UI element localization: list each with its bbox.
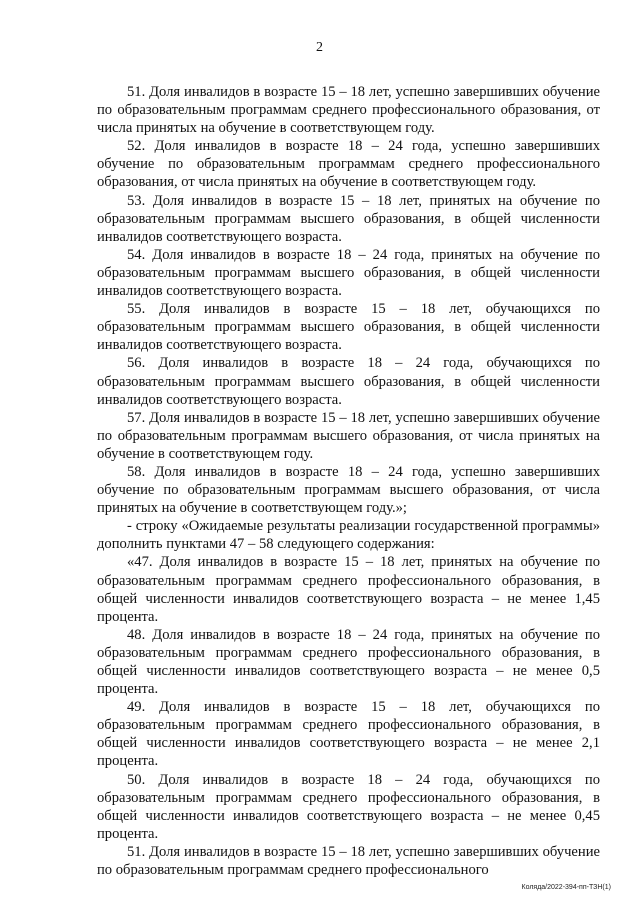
paragraph-item-53: 53. Доля инвалидов в возрасте 15 – 18 лет, принятых на обучение по образовательным программам высшего образования, в общей численности инвалидов соответствующего возраста. <box>97 192 600 245</box>
paragraph-expected-results-intro: - строку «Ожидаемые результаты реализации государственной программы» дополнить пунктами 47 – 58 следующего содержания: <box>97 518 600 553</box>
paragraph-item-52: 52. Доля инвалидов в возрасте 18 – 24 года, успешно завершивших обучение по образовательным программам среднего профессионального образования, от числа принятых на обучение в соответствующем году. <box>97 138 600 191</box>
paragraph-item-56: 56. Доля инвалидов в возрасте 18 – 24 года, обучающихся по образовательным программам высшего образования, в общей численности инвалидов соответствующего возраста. <box>97 355 600 408</box>
document-body <box>97 83 600 879</box>
paragraph-result-49: 49. Доля инвалидов в возрасте 15 – 18 лет, обучающихся по образовательным программам среднего профессионального образования, в общей численности инвалидов соответствующего возраста – не менее 2,1 процента. <box>97 699 600 770</box>
paragraph-result-51: 51. Доля инвалидов в возрасте 15 – 18 лет, успешно завершивших обучение по образовательным программам среднего профессионального <box>97 843 600 879</box>
document-footer-code: Коляда/2022-394-пп-ТЗН(1) <box>521 884 611 891</box>
page-number: 2 <box>316 40 323 55</box>
paragraph-result-47: «47. Доля инвалидов в возрасте 15 – 18 лет, принятых на обучение по образовательным программам среднего профессионального образования, в общей численности инвалидов соответствующего возраста – не менее 1,45 процента. <box>97 554 600 625</box>
paragraph-result-50: 50. Доля инвалидов в возрасте 18 – 24 года, обучающихся по образовательным программам среднего профессионального образования, в общей численности инвалидов соответствующего возраста – не менее 0,45 процента. <box>97 771 600 842</box>
paragraph-item-54: 54. Доля инвалидов в возрасте 18 – 24 года, принятых на обучение по образовательным программам высшего образования, в общей численности инвалидов соответствующего возраста. <box>97 246 600 300</box>
paragraph-result-48: 48. Доля инвалидов в возрасте 18 – 24 года, принятых на обучение по образовательным программам среднего профессионального образования, в общей численности инвалидов соответствующего возраста – не менее 0,5 процента. <box>97 626 600 698</box>
paragraph-item-55: 55. Доля инвалидов в возрасте 15 – 18 лет, обучающихся по образовательным программам высшего образования, в общей численности инвалидов соответствующего возраста. <box>97 301 600 354</box>
paragraph-item-51: 51. Доля инвалидов в возрасте 15 – 18 лет, успешно завершивших обучение по образовательным программам среднего профессионального образования, от числа принятых на обучение в соответствующем году. <box>97 84 600 137</box>
paragraph-item-58: 58. Доля инвалидов в возрасте 18 – 24 года, успешно завершивших обучение по образовательным программам высшего образования, от числа принятых на обучение в соответствующем году.»; <box>97 463 600 517</box>
paragraph-item-57: 57. Доля инвалидов в возрасте 15 – 18 лет, успешно завершивших обучение по образовательным программам высшего образования, от числа принятых на обучение в соответствующем году. <box>97 409 600 462</box>
